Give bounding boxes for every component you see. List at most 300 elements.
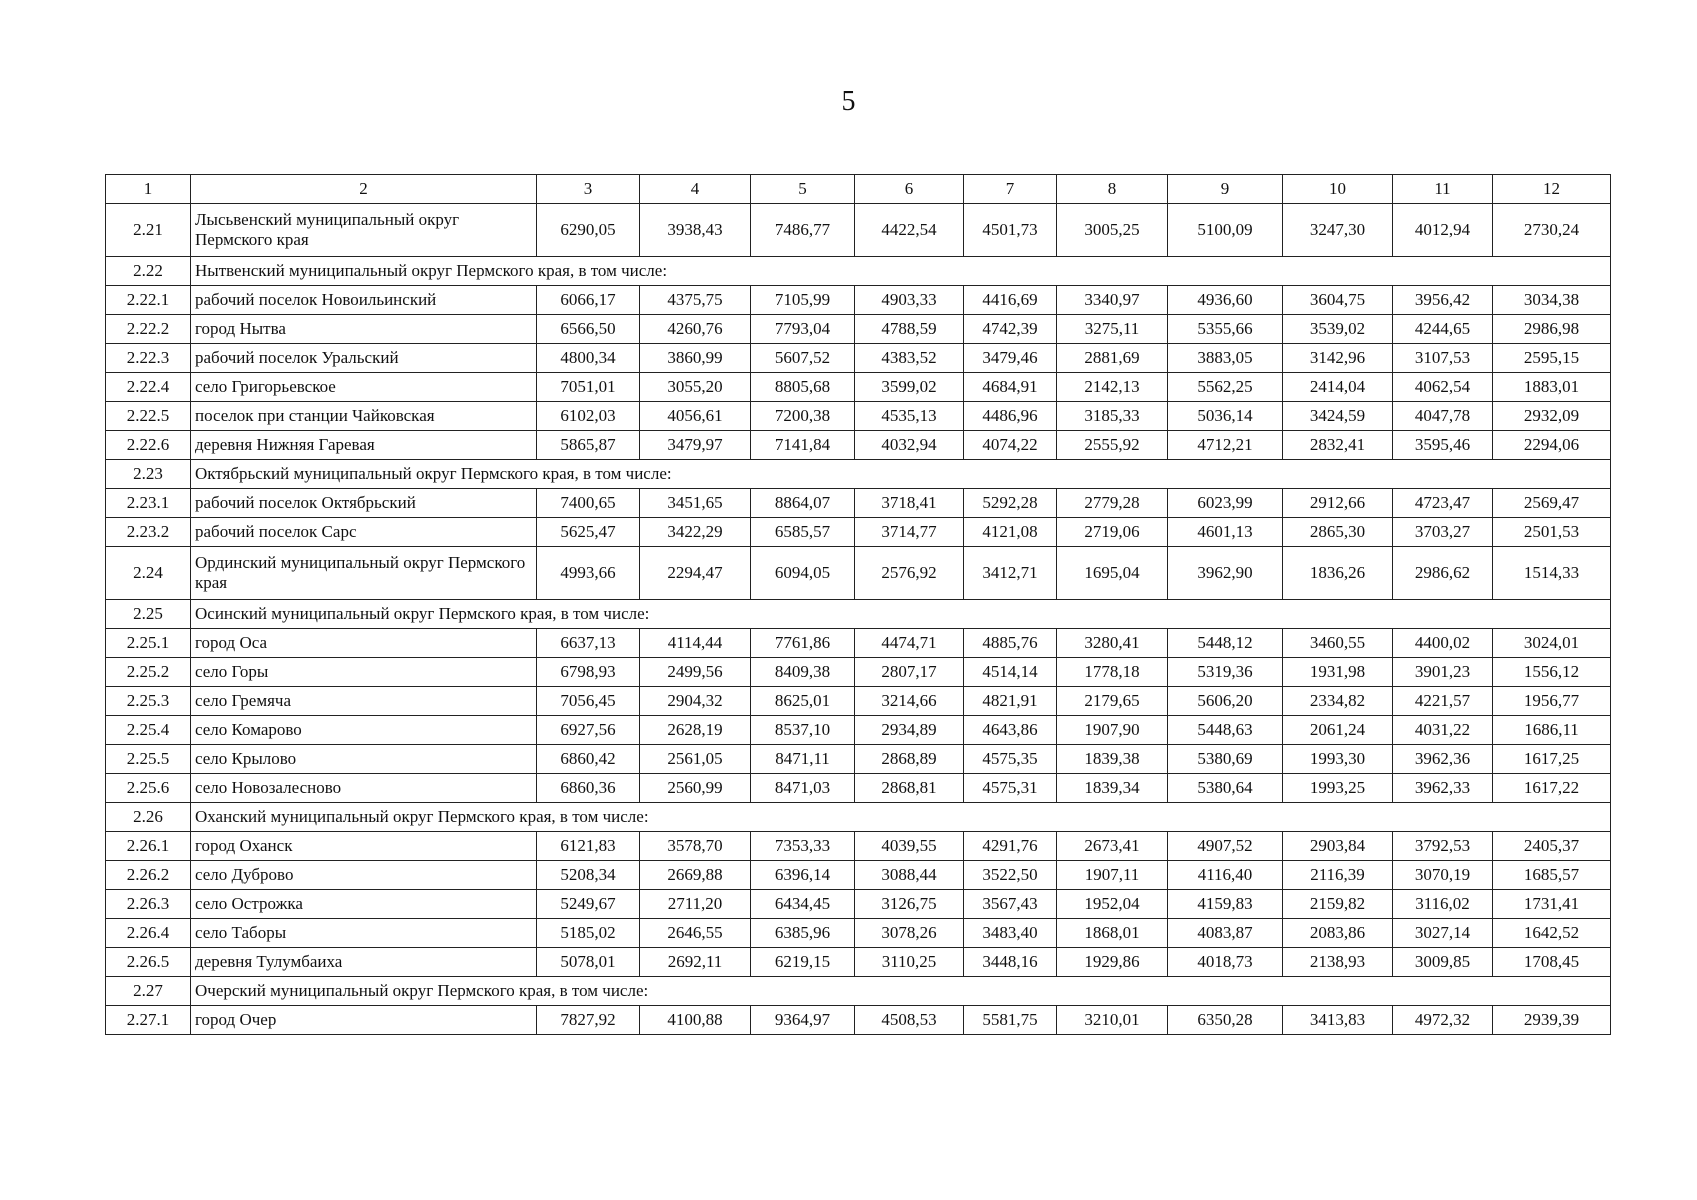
value-cell: 2865,30 [1283,518,1393,547]
value-cell: 3424,59 [1283,402,1393,431]
value-cell: 5448,63 [1168,716,1283,745]
value-cell: 3901,23 [1393,658,1493,687]
value-cell: 7486,77 [751,204,855,257]
header-row [106,175,1611,204]
value-cell: 9364,97 [751,1006,855,1035]
value-cell: 4221,57 [1393,687,1493,716]
value-cell: 7353,33 [751,832,855,861]
value-cell: 1778,18 [1057,658,1168,687]
group-row [106,460,1611,489]
value-cell: 3962,33 [1393,774,1493,803]
settlement-name: село Крылово [191,745,537,774]
value-cell: 6023,99 [1168,489,1283,518]
value-cell: 2939,39 [1493,1006,1611,1035]
value-cell: 3185,33 [1057,402,1168,431]
value-cell: 7051,01 [537,373,640,402]
value-cell: 2595,15 [1493,344,1611,373]
value-cell: 3078,26 [855,919,964,948]
value-cell: 4074,22 [964,431,1057,460]
value-cell: 6385,96 [751,919,855,948]
value-cell: 4047,78 [1393,402,1493,431]
value-cell: 1839,38 [1057,745,1168,774]
value-cell: 2294,47 [640,547,751,600]
value-cell: 1836,26 [1283,547,1393,600]
row-number: 2.27.1 [106,1006,191,1035]
value-cell: 3027,14 [1393,919,1493,948]
value-cell: 1929,86 [1057,948,1168,977]
value-cell: 6637,13 [537,629,640,658]
value-cell: 5865,87 [537,431,640,460]
row-number: 2.25.5 [106,745,191,774]
settlement-name: город Очер [191,1006,537,1035]
value-cell: 4116,40 [1168,861,1283,890]
column-header: 6 [855,175,964,204]
column-header: 7 [964,175,1057,204]
value-cell: 6219,15 [751,948,855,977]
value-cell: 6396,14 [751,861,855,890]
value-cell: 4788,59 [855,315,964,344]
table-row [106,832,1611,861]
value-cell: 1617,25 [1493,745,1611,774]
value-cell: 7105,99 [751,286,855,315]
value-cell: 4903,33 [855,286,964,315]
table-row [106,745,1611,774]
value-cell: 1685,57 [1493,861,1611,890]
value-cell: 4291,76 [964,832,1057,861]
value-cell: 2576,92 [855,547,964,600]
value-cell: 7400,65 [537,489,640,518]
value-cell: 2868,89 [855,745,964,774]
value-cell: 2179,65 [1057,687,1168,716]
value-cell: 1556,12 [1493,658,1611,687]
row-number: 2.22.5 [106,402,191,431]
value-cell: 3088,44 [855,861,964,890]
value-cell: 8409,38 [751,658,855,687]
value-cell: 6927,56 [537,716,640,745]
value-cell: 2083,86 [1283,919,1393,948]
settlement-name: рабочий поселок Новоильинский [191,286,537,315]
row-number: 2.22.1 [106,286,191,315]
column-header: 2 [191,175,537,204]
value-cell: 8864,07 [751,489,855,518]
value-cell: 3005,25 [1057,204,1168,257]
value-cell: 5185,02 [537,919,640,948]
value-cell: 4018,73 [1168,948,1283,977]
value-cell: 3483,40 [964,919,1057,948]
value-cell: 2807,17 [855,658,964,687]
row-number: 2.23.1 [106,489,191,518]
settlement-name: город Оханск [191,832,537,861]
value-cell: 6066,17 [537,286,640,315]
value-cell: 3210,01 [1057,1006,1168,1035]
value-cell: 3107,53 [1393,344,1493,373]
table-row [106,431,1611,460]
value-cell: 3539,02 [1283,315,1393,344]
value-cell: 4742,39 [964,315,1057,344]
column-header: 10 [1283,175,1393,204]
value-cell: 4012,94 [1393,204,1493,257]
value-cell: 2986,62 [1393,547,1493,600]
value-cell: 2986,98 [1493,315,1611,344]
value-cell: 7056,45 [537,687,640,716]
value-cell: 4114,44 [640,629,751,658]
table-row [106,402,1611,431]
value-cell: 4993,66 [537,547,640,600]
settlement-name: село Комарово [191,716,537,745]
row-number: 2.26.4 [106,919,191,948]
value-cell: 6434,45 [751,890,855,919]
value-cell: 2116,39 [1283,861,1393,890]
value-cell: 1686,11 [1493,716,1611,745]
group-title: Осинский муниципальный округ Пермского края, в том числе: [191,600,1611,629]
row-number: 2.24 [106,547,191,600]
value-cell: 2646,55 [640,919,751,948]
value-cell: 4039,55 [855,832,964,861]
value-cell: 8805,68 [751,373,855,402]
value-cell: 4244,65 [1393,315,1493,344]
row-number: 2.22.2 [106,315,191,344]
value-cell: 3860,99 [640,344,751,373]
value-cell: 5448,12 [1168,629,1283,658]
value-cell: 6350,28 [1168,1006,1283,1035]
value-cell: 2673,41 [1057,832,1168,861]
value-cell: 4083,87 [1168,919,1283,948]
value-cell: 5100,09 [1168,204,1283,257]
settlement-name: село Горы [191,658,537,687]
value-cell: 4575,31 [964,774,1057,803]
settlement-name: деревня Нижняя Гаревая [191,431,537,460]
value-cell: 8471,11 [751,745,855,774]
row-number: 2.21 [106,204,191,257]
value-cell: 4601,13 [1168,518,1283,547]
value-cell: 5036,14 [1168,402,1283,431]
value-cell: 4684,91 [964,373,1057,402]
value-cell: 3522,50 [964,861,1057,890]
value-cell: 3275,11 [1057,315,1168,344]
value-cell: 3479,46 [964,344,1057,373]
value-cell: 2779,28 [1057,489,1168,518]
column-header: 11 [1393,175,1493,204]
row-number: 2.23.2 [106,518,191,547]
value-cell: 2934,89 [855,716,964,745]
value-cell: 3718,41 [855,489,964,518]
value-cell: 3567,43 [964,890,1057,919]
row-number: 2.26.3 [106,890,191,919]
value-cell: 5606,20 [1168,687,1283,716]
value-cell: 2904,32 [640,687,751,716]
value-cell: 3280,41 [1057,629,1168,658]
value-cell: 2334,82 [1283,687,1393,716]
table-row [106,658,1611,687]
value-cell: 3413,83 [1283,1006,1393,1035]
value-cell: 4383,52 [855,344,964,373]
value-cell: 3116,02 [1393,890,1493,919]
settlement-name: село Новозалесново [191,774,537,803]
value-cell: 2711,20 [640,890,751,919]
value-cell: 6798,93 [537,658,640,687]
page-number: 5 [841,86,856,117]
value-cell: 3214,66 [855,687,964,716]
settlement-name: село Дуброво [191,861,537,890]
value-cell: 3962,90 [1168,547,1283,600]
settlement-name: рабочий поселок Октябрьский [191,489,537,518]
value-cell: 5355,66 [1168,315,1283,344]
value-cell: 1952,04 [1057,890,1168,919]
value-cell: 1708,45 [1493,948,1611,977]
value-cell: 1993,25 [1283,774,1393,803]
value-cell: 2159,82 [1283,890,1393,919]
column-header: 12 [1493,175,1611,204]
value-cell: 2501,53 [1493,518,1611,547]
value-cell: 7761,86 [751,629,855,658]
value-cell: 3110,25 [855,948,964,977]
value-cell: 4907,52 [1168,832,1283,861]
value-cell: 3009,85 [1393,948,1493,977]
value-cell: 4159,83 [1168,890,1283,919]
value-cell: 2932,09 [1493,402,1611,431]
value-cell: 4031,22 [1393,716,1493,745]
value-cell: 8537,10 [751,716,855,745]
value-cell: 6860,42 [537,745,640,774]
value-cell: 6585,57 [751,518,855,547]
column-header: 3 [537,175,640,204]
value-cell: 4712,21 [1168,431,1283,460]
row-number: 2.25.3 [106,687,191,716]
group-row [106,977,1611,1006]
row-number: 2.26 [106,803,191,832]
value-cell: 4100,88 [640,1006,751,1035]
value-cell: 2569,47 [1493,489,1611,518]
row-number: 2.25 [106,600,191,629]
value-cell: 2499,56 [640,658,751,687]
value-cell: 4936,60 [1168,286,1283,315]
value-cell: 3412,71 [964,547,1057,600]
value-cell: 2912,66 [1283,489,1393,518]
value-cell: 3883,05 [1168,344,1283,373]
value-cell: 5562,25 [1168,373,1283,402]
value-cell: 6094,05 [751,547,855,600]
value-cell: 4474,71 [855,629,964,658]
settlement-name: город Нытва [191,315,537,344]
table-row [106,890,1611,919]
value-cell: 6102,03 [537,402,640,431]
value-cell: 3247,30 [1283,204,1393,257]
value-cell: 2628,19 [640,716,751,745]
table-row [106,687,1611,716]
value-cell: 4514,14 [964,658,1057,687]
value-cell: 4972,32 [1393,1006,1493,1035]
value-cell: 4400,02 [1393,629,1493,658]
value-cell: 5292,28 [964,489,1057,518]
row-number: 2.26.5 [106,948,191,977]
value-cell: 3070,19 [1393,861,1493,890]
value-cell: 3460,55 [1283,629,1393,658]
value-cell: 1931,98 [1283,658,1393,687]
value-cell: 3938,43 [640,204,751,257]
row-number: 2.25.6 [106,774,191,803]
value-cell: 5249,67 [537,890,640,919]
group-row [106,803,1611,832]
table-body [106,175,1611,1035]
value-cell: 3604,75 [1283,286,1393,315]
value-cell: 4260,76 [640,315,751,344]
column-header: 9 [1168,175,1283,204]
value-cell: 6290,05 [537,204,640,257]
value-cell: 2719,06 [1057,518,1168,547]
value-cell: 4535,13 [855,402,964,431]
row-number: 2.25.1 [106,629,191,658]
settlement-name: село Таборы [191,919,537,948]
table-row [106,1006,1611,1035]
column-header: 5 [751,175,855,204]
value-cell: 2881,69 [1057,344,1168,373]
value-cell: 7141,84 [751,431,855,460]
value-cell: 2560,99 [640,774,751,803]
value-cell: 1907,90 [1057,716,1168,745]
value-cell: 3451,65 [640,489,751,518]
value-cell: 4643,86 [964,716,1057,745]
table-row [106,948,1611,977]
value-cell: 2405,37 [1493,832,1611,861]
group-title: Октябрьский муниципальный округ Пермского края, в том числе: [191,460,1611,489]
value-cell: 4486,96 [964,402,1057,431]
value-cell: 2414,04 [1283,373,1393,402]
value-cell: 4501,73 [964,204,1057,257]
value-cell: 1731,41 [1493,890,1611,919]
value-cell: 3595,46 [1393,431,1493,460]
value-cell: 3024,01 [1493,629,1611,658]
row-number: 2.22 [106,257,191,286]
value-cell: 1514,33 [1493,547,1611,600]
row-number: 2.22.3 [106,344,191,373]
value-cell: 4416,69 [964,286,1057,315]
value-cell: 5625,47 [537,518,640,547]
value-cell: 2832,41 [1283,431,1393,460]
tariff-table [105,174,1611,1035]
value-cell: 3792,53 [1393,832,1493,861]
value-cell: 3714,77 [855,518,964,547]
value-cell: 4422,54 [855,204,964,257]
value-cell: 1883,01 [1493,373,1611,402]
value-cell: 5581,75 [964,1006,1057,1035]
row-number: 2.23 [106,460,191,489]
value-cell: 7793,04 [751,315,855,344]
table-row [106,373,1611,402]
value-cell: 1839,34 [1057,774,1168,803]
value-cell: 1868,01 [1057,919,1168,948]
value-cell: 1907,11 [1057,861,1168,890]
table-row [106,315,1611,344]
row-number: 2.25.4 [106,716,191,745]
value-cell: 1617,22 [1493,774,1611,803]
settlement-name: село Гремяча [191,687,537,716]
value-cell: 3962,36 [1393,745,1493,774]
settlement-name: деревня Тулумбаиха [191,948,537,977]
value-cell: 3126,75 [855,890,964,919]
value-cell: 3599,02 [855,373,964,402]
settlement-name: рабочий поселок Сарс [191,518,537,547]
table-row [106,286,1611,315]
row-number: 2.26.1 [106,832,191,861]
value-cell: 6860,36 [537,774,640,803]
value-cell: 1695,04 [1057,547,1168,600]
value-cell: 4800,34 [537,344,640,373]
value-cell: 2730,24 [1493,204,1611,257]
settlement-name: Лысьвенский муниципальный округ Пермского края [191,204,537,257]
table-row [106,629,1611,658]
value-cell: 8625,01 [751,687,855,716]
value-cell: 3578,70 [640,832,751,861]
value-cell: 1642,52 [1493,919,1611,948]
table-row [106,547,1611,600]
value-cell: 6121,83 [537,832,640,861]
row-number: 2.22.6 [106,431,191,460]
value-cell: 4121,08 [964,518,1057,547]
column-header: 1 [106,175,191,204]
settlement-name: поселок при станции Чайковская [191,402,537,431]
value-cell: 2561,05 [640,745,751,774]
value-cell: 1956,77 [1493,687,1611,716]
table-row [106,919,1611,948]
value-cell: 2669,88 [640,861,751,890]
value-cell: 4885,76 [964,629,1057,658]
value-cell: 4032,94 [855,431,964,460]
value-cell: 2142,13 [1057,373,1168,402]
value-cell: 5208,34 [537,861,640,890]
group-row [106,257,1611,286]
value-cell: 2294,06 [1493,431,1611,460]
settlement-name: город Оса [191,629,537,658]
value-cell: 6566,50 [537,315,640,344]
value-cell: 2692,11 [640,948,751,977]
value-cell: 7200,38 [751,402,855,431]
value-cell: 5078,01 [537,948,640,977]
value-cell: 2555,92 [1057,431,1168,460]
row-number: 2.22.4 [106,373,191,402]
settlement-name: Ординский муниципальный округ Пермского края [191,547,537,600]
column-header: 8 [1057,175,1168,204]
table-row [106,861,1611,890]
value-cell: 7827,92 [537,1006,640,1035]
table-row [106,716,1611,745]
value-cell: 3055,20 [640,373,751,402]
value-cell: 4062,54 [1393,373,1493,402]
value-cell: 8471,03 [751,774,855,803]
column-header: 4 [640,175,751,204]
settlement-name: село Острожка [191,890,537,919]
value-cell: 2061,24 [1283,716,1393,745]
row-number: 2.25.2 [106,658,191,687]
group-title: Очерский муниципальный округ Пермского края, в том числе: [191,977,1611,1006]
value-cell: 3142,96 [1283,344,1393,373]
value-cell: 4821,91 [964,687,1057,716]
table-row [106,204,1611,257]
value-cell: 5607,52 [751,344,855,373]
value-cell: 5380,64 [1168,774,1283,803]
table-row [106,344,1611,373]
table-row [106,489,1611,518]
value-cell: 4056,61 [640,402,751,431]
value-cell: 3340,97 [1057,286,1168,315]
value-cell: 3034,38 [1493,286,1611,315]
value-cell: 1993,30 [1283,745,1393,774]
group-row [106,600,1611,629]
value-cell: 2903,84 [1283,832,1393,861]
group-title: Нытвенский муниципальный округ Пермского края, в том числе: [191,257,1611,286]
value-cell: 3422,29 [640,518,751,547]
value-cell: 2868,81 [855,774,964,803]
value-cell: 4375,75 [640,286,751,315]
